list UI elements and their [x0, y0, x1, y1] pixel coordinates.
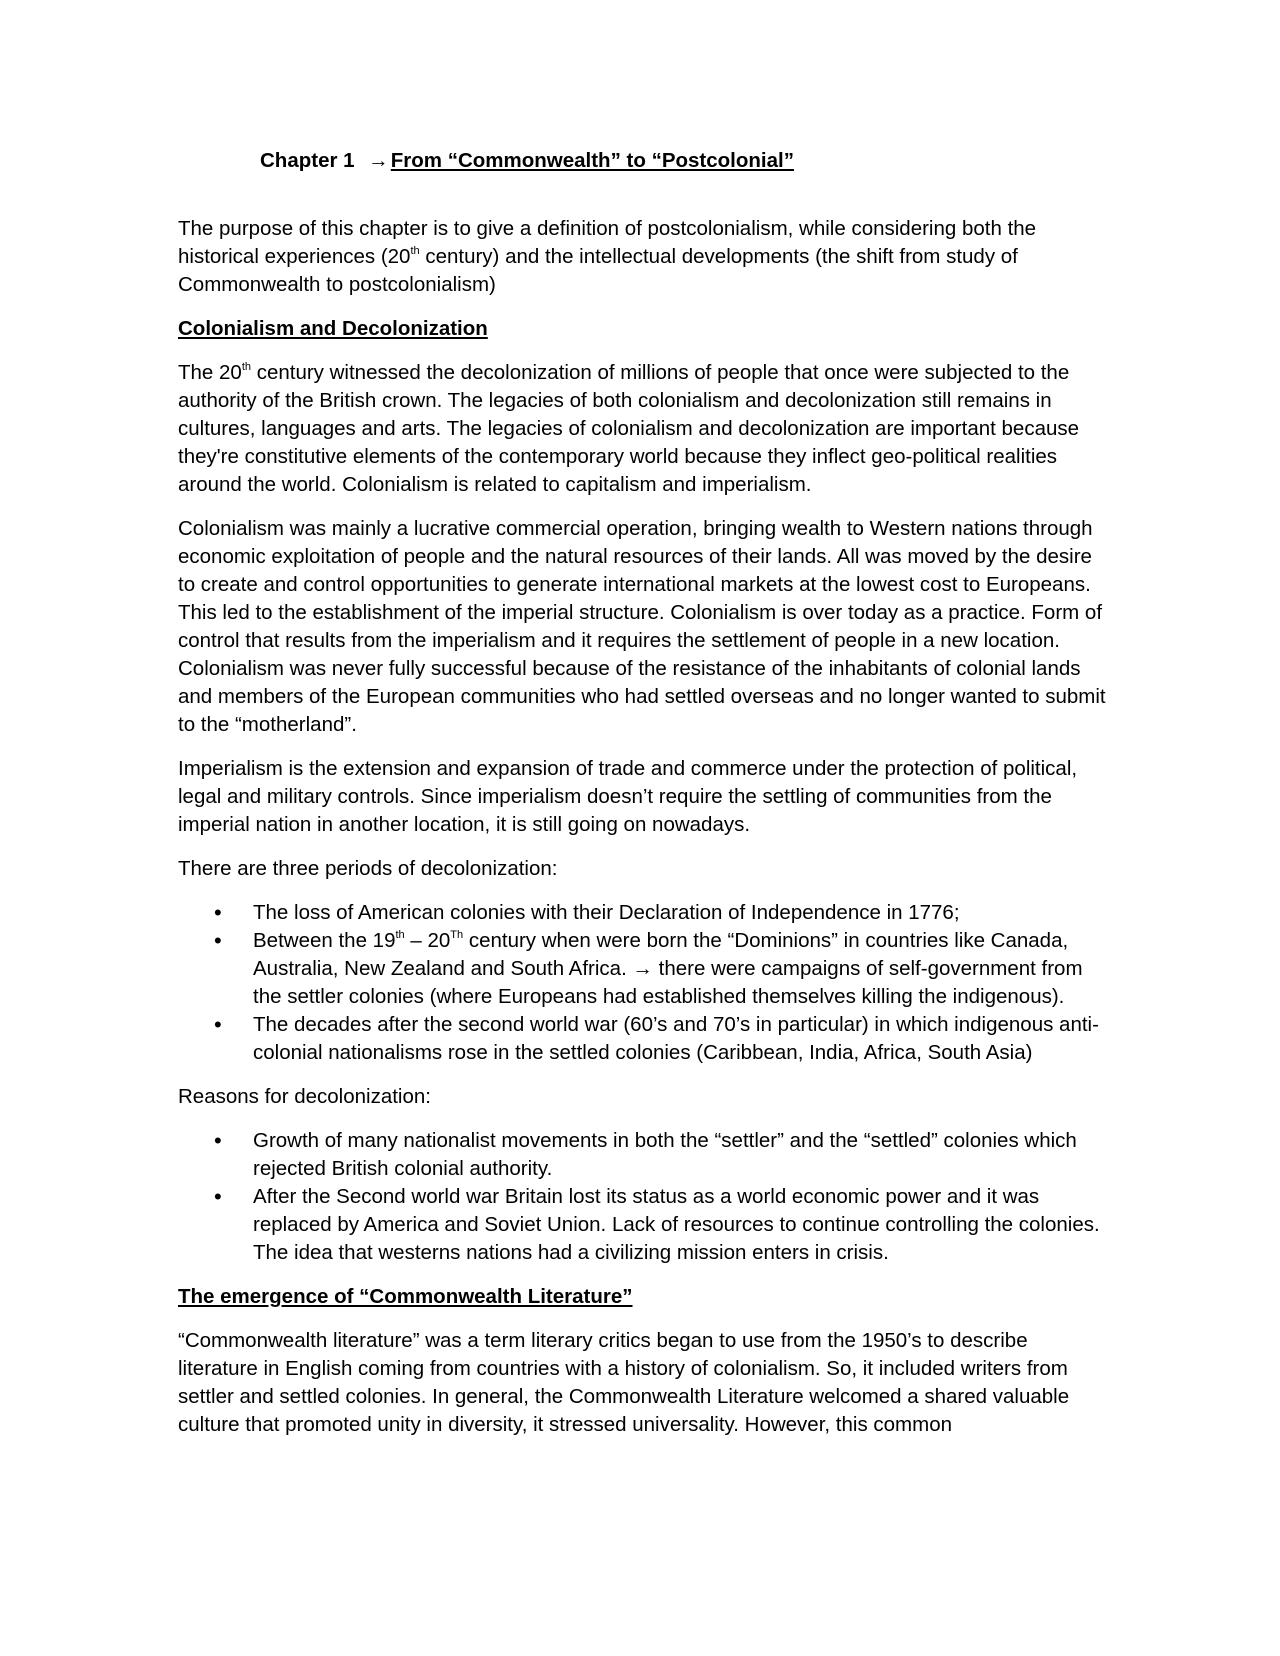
p1-text-b: century witnessed the decolonization of millions of people that once were subjected to the authority of the British crown. The legacies of both colonialism and decolonization still remains in cultures, languages and arts. The legacies of colonialism and decolonization are important because they're constitutive elements of the contemporary world because they inflect geo-political realities around the world. Colonialism is related to capitalism and imperialism. [178, 361, 1080, 496]
period2-text-c: century when were born the “Dominions” in countries like Canada, Australia, New Zealand and South Africa. [253, 929, 1069, 980]
period2-text-a: Between the 19 [253, 929, 396, 952]
section-heading-colonialism: Colonialism and Decolonization [178, 317, 488, 340]
list-item: • Growth of many nationalist movements in both the “settler” and the “settled” colonies which rejected British colonial authority. [178, 1127, 1108, 1183]
intro-paragraph [178, 215, 1108, 299]
p1-text-a: The 20 [178, 361, 242, 384]
intro-text-a: The purpose of this chapter is to give a definition of postcolonialism, while considering both the historical experiences (20 [178, 217, 1037, 268]
paragraph-commonwealth-literature: “Commonwealth literature” was a term literary critics began to use from the 1950’s to describe literature in English coming from countries with a history of colonialism. So, it included writers from settler and settled colonies. In general, the Commonwealth Literature welcomed a shared valuable culture that promoted unity in diversity, it stressed universality. However, this common [178, 1329, 1070, 1436]
list-item: • The loss of American colonies with their Declaration of Independence in 1776; [178, 899, 1108, 927]
chapter-title-text: From “Commonwealth” to “Postcolonial” [390, 149, 794, 172]
period2-sup1: th [395, 929, 405, 941]
period2-text-d: there were campaigns of self-government from the settler colonies (where Europeans had established themselves killing the indigenous). [253, 957, 1083, 1008]
period2-text-b: – 20 [404, 929, 451, 952]
intro-text-b: century) and the intellectual developments (the shift from study of Commonwealth to postcolonialism) [178, 245, 1018, 296]
periods-intro: There are three periods of decolonization: [178, 857, 558, 880]
p1-sup: th [241, 361, 252, 373]
chapter-title [260, 147, 1108, 175]
chapter-label: Chapter 1 [260, 149, 355, 172]
intro-sup: th [410, 245, 420, 257]
section-heading-commonwealth: The emergence of “Commonwealth Literature” [178, 1285, 633, 1308]
right-arrow-icon: → [632, 957, 653, 980]
periods-list [178, 899, 1108, 1067]
list-item [178, 927, 1108, 1011]
period2-sup2: Th [450, 929, 464, 941]
document-page [178, 147, 1108, 1455]
paragraph-colonialism: Colonialism was mainly a lucrative commercial operation, bringing wealth to Western nations through economic exploitation of people and the natural resources of their lands. All was moved by the desire to create and control opportunities to generate international markets at the lowest cost to Europeans. This led to the establishment of the imperial structure. Colonialism is over today as a practice. Form of control that results from the imperialism and it requires the settlement of people in a new location. Colonialism was never fully successful because of the resistance of the inhabitants of colonial lands and members of the European communities who had settled overseas and no longer wanted to submit to the “motherland”. [178, 517, 1106, 736]
list-item: • The decades after the second world war (60’s and 70’s in particular) in which indigenous anti-colonial nationalisms rose in the settled colonies (Caribbean, India, Africa, South Asia) [178, 1011, 1108, 1067]
reasons-intro: Reasons for decolonization: [178, 1085, 431, 1108]
reasons-list [178, 1127, 1108, 1267]
list-item: • After the Second world war Britain lost its status as a world economic power and it was replaced by America and Soviet Union. Lack of resources to continue controlling the colonies. The idea that westerns nations had a civilizing mission enters in crisis. [178, 1183, 1108, 1267]
paragraph-imperialism: Imperialism is the extension and expansion of trade and commerce under the protection of political, legal and military controls. Since imperialism doesn’t require the settling of communities from the imperial nation in another location, it is still going on nowadays. [178, 757, 1078, 836]
paragraph-twentieth-century [178, 359, 1108, 499]
right-arrow-icon: → [368, 149, 389, 172]
